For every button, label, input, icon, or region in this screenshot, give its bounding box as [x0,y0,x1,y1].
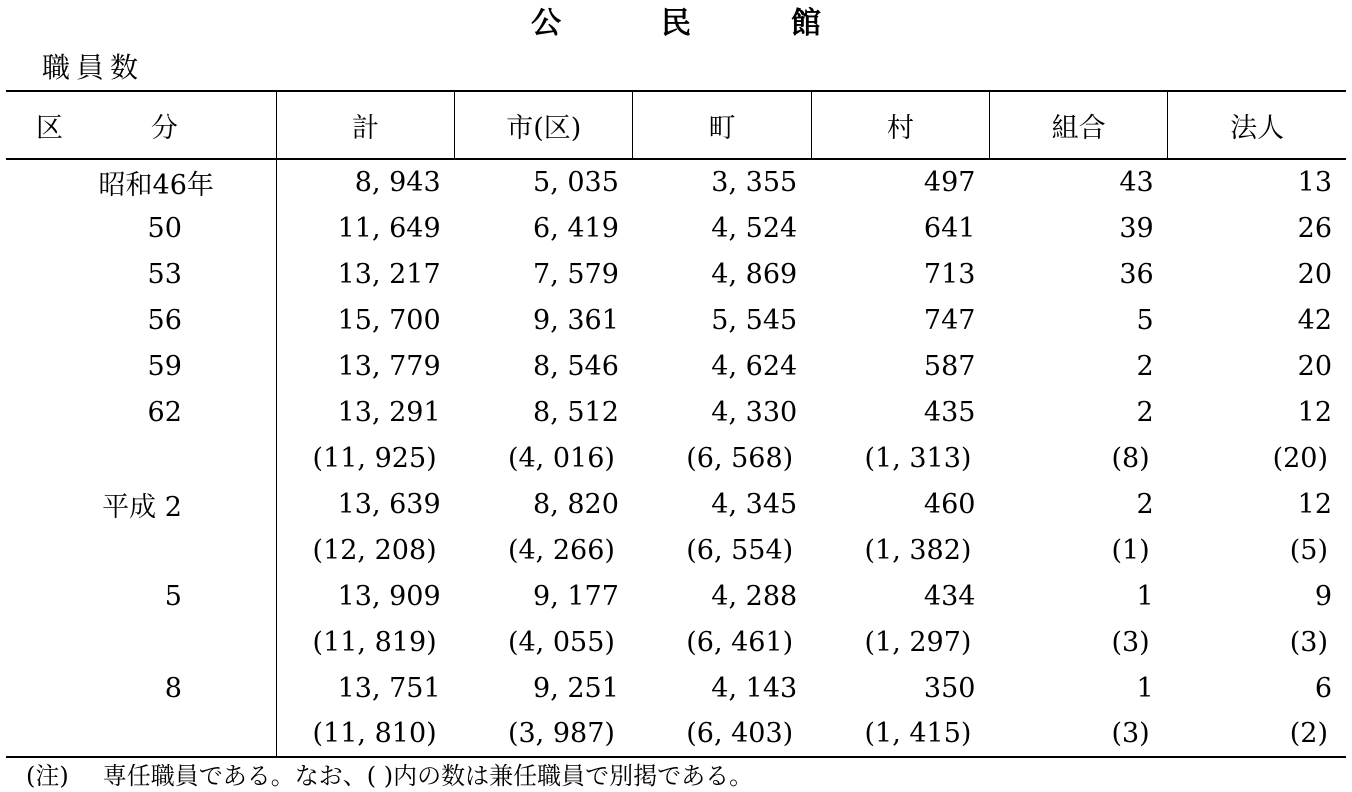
row-label: 53 [6,251,276,297]
table-cell: 13, 909 [337,580,441,612]
table-header [6,91,1346,159]
row-label [6,527,276,573]
row-label [6,435,276,481]
table-cell: (6, 568) [686,442,794,474]
row-label: 62 [6,389,276,435]
header-village: 村 [811,91,989,159]
table-cell: (11, 925) [312,442,437,474]
table-cell: (4, 055) [507,626,615,658]
table-cell: 13 [1297,167,1332,198]
table-cell: 4, 143 [711,672,798,704]
table-row [6,297,1346,343]
table-cell: 13, 217 [337,258,441,290]
table-cell: (6, 461) [686,626,794,658]
table-row [6,251,1346,297]
table-cell: (4, 266) [507,534,615,566]
header-city: 市(区) [455,91,633,159]
table-cell: 42 [1297,304,1332,336]
table-cell: (3, 987) [455,711,633,757]
table-row [6,481,1346,527]
table-cell: (3) [989,711,1167,757]
table-cell: (4, 016) [507,442,615,474]
table-cell: (11, 810) [276,711,454,757]
row-label: 昭和46年 [6,159,276,205]
table-cell: 747 [923,304,976,336]
table-cell: 5 [1136,304,1154,336]
table-cell: 1 [1136,672,1154,704]
table-cell: 20 [1297,350,1332,382]
table-cell: 8, 943 [354,167,441,198]
table-cell: 460 [923,488,976,520]
row-label: 5 [6,573,276,619]
table-cell: 2 [1136,488,1154,520]
table-cell: 15, 700 [337,304,441,336]
table-cell: 587 [923,350,976,382]
table-row [6,389,1346,435]
table-cell: 2 [1136,396,1154,428]
table-cell: 5, 035 [533,167,619,198]
table-row [6,665,1346,711]
row-label: 50 [6,205,276,251]
table-row [6,711,1346,757]
table-cell: 350 [923,672,976,704]
table-cell: 4, 345 [711,488,798,520]
table-cell: 39 [1119,212,1154,244]
table-cell: 26 [1297,212,1332,244]
table-cell: (6, 403) [633,711,811,757]
footnote-mark: (注) [26,762,69,790]
table-row [6,573,1346,619]
table-cell: 8, 512 [533,396,619,428]
row-label: 平成 2 [6,481,276,527]
table-cell: 4, 288 [711,580,798,612]
header-total: 計 [276,91,454,159]
table-cell: 7, 579 [533,258,619,290]
table-cell: 43 [1119,167,1154,198]
table-cell: (3) [1289,626,1328,658]
table-row [6,159,1346,205]
table-row [6,527,1346,573]
footnote-text: 専任職員である。なお、( )内の数は兼任職員で別掲である。 [102,762,754,790]
table-row [6,205,1346,251]
row-label [6,619,276,665]
header-row [6,91,1346,159]
table-row [6,435,1346,481]
table-cell: 13, 751 [337,672,441,704]
table-row [6,343,1346,389]
table-cell: 13, 639 [337,488,441,520]
table-cell: 4, 624 [711,350,798,382]
table-cell: 6, 419 [533,212,619,244]
row-label [6,711,276,757]
table-subtitle: 職員数 [42,51,145,84]
table-row [6,619,1346,665]
table-cell: 8, 820 [533,488,619,520]
table-cell: 3, 355 [711,167,798,198]
table-cell: 4, 524 [711,212,798,244]
header-corporation: 法人 [1168,91,1346,159]
table-cell: (1, 415) [811,711,989,757]
table-cell: (11, 819) [312,626,437,658]
table-cell: (1, 313) [864,442,972,474]
footnote [26,760,753,792]
header-town: 町 [633,91,811,159]
table-cell: 9, 177 [533,580,619,612]
table-cell: 434 [923,580,976,612]
row-label: 59 [6,343,276,389]
header-category: 区分 [6,91,276,159]
table-cell: 9 [1314,580,1332,612]
table-cell: (1, 382) [864,534,972,566]
table-cell: (8) [1111,442,1150,474]
table-cell: 6 [1314,672,1332,704]
table-cell: 4, 330 [711,396,798,428]
table-cell: 8, 546 [533,350,619,382]
table-cell: (3) [1111,626,1150,658]
table-cell: 641 [923,212,976,244]
table-cell: 36 [1119,258,1154,290]
table-cell: (1) [1111,534,1150,566]
table-cell: 1 [1136,580,1154,612]
table-cell: 5, 545 [711,304,798,336]
table-cell: 13, 291 [337,396,441,428]
table-cell: 13, 779 [337,350,441,382]
table-cell: 9, 361 [533,304,619,336]
table-cell: (20) [1272,442,1328,474]
table-cell: (5) [1289,534,1328,566]
table-cell: 9, 251 [533,672,619,704]
table-body [6,159,1346,757]
table-cell: 2 [1136,350,1154,382]
table-cell: (6, 554) [686,534,794,566]
staff-table [6,90,1346,758]
table-cell: 713 [923,258,976,290]
table-cell: (12, 208) [312,534,437,566]
table-cell: 20 [1297,258,1332,290]
table-cell: (1, 297) [864,626,972,658]
table-cell: 12 [1297,488,1332,520]
table-cell: 4, 869 [711,258,798,290]
table-cell: (2) [1168,711,1346,757]
table-cell: 12 [1297,396,1332,428]
table-cell: 497 [923,167,976,198]
page-title: 公民館 [531,6,921,41]
header-union: 組合 [989,91,1167,159]
table-cell: 11, 649 [337,212,441,244]
row-label: 8 [6,665,276,711]
row-label: 56 [6,297,276,343]
table-cell: 435 [923,396,976,428]
